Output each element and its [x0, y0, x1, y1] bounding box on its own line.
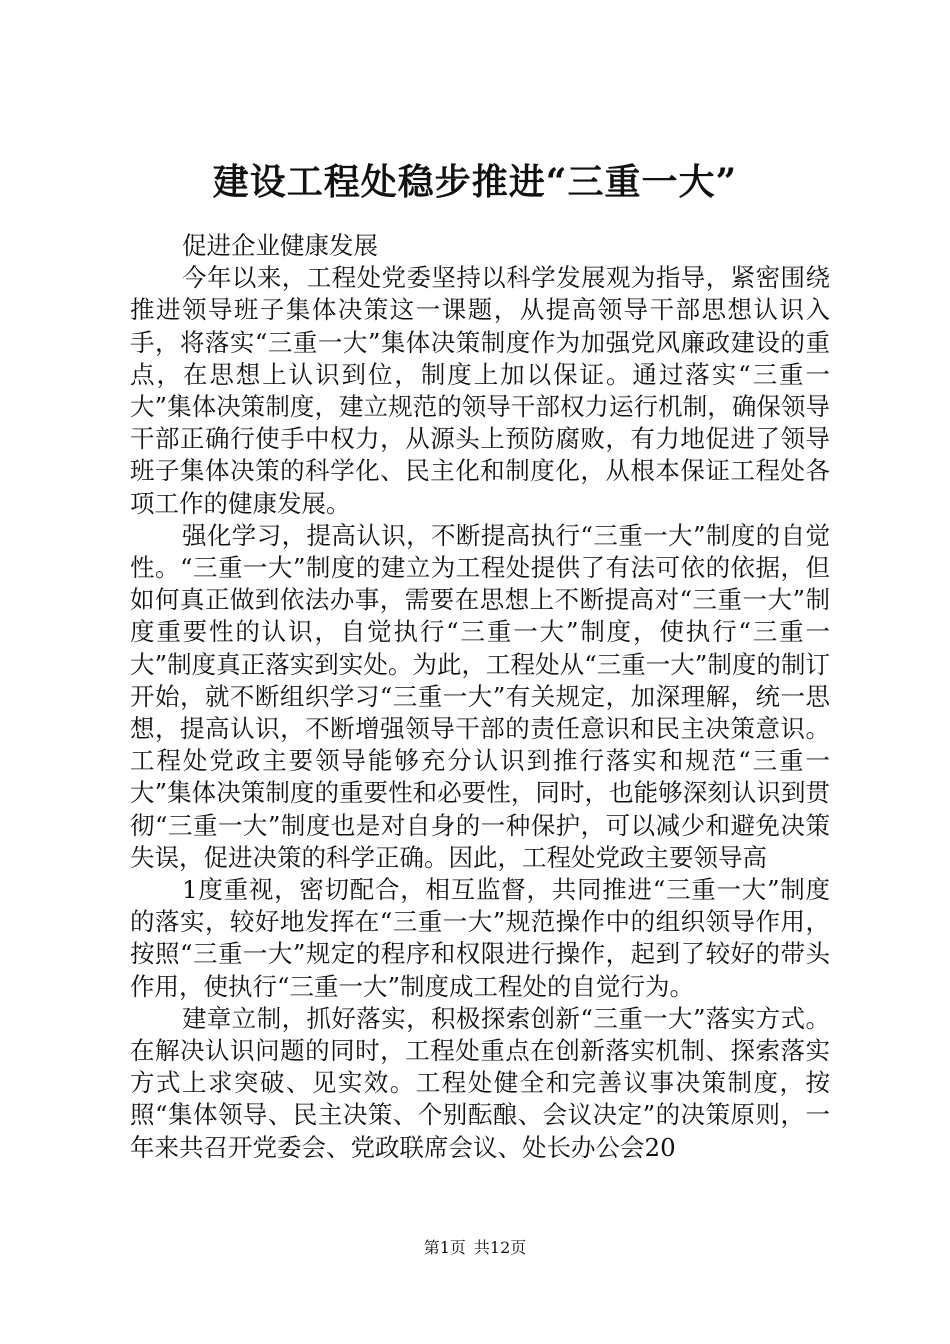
document-body — [130, 230, 830, 1164]
page-footer — [0, 1237, 950, 1259]
paragraph-subtitle: 促进企业健康发展 — [182, 231, 378, 260]
paragraph: 1度重视，密切配合，相互监督，共同推进“三重一大”制度的落实，较好地发挥在“三重一大”规范操作中的组织领导作用，按照“三重一大”规定的程序和权限进行操作，起到了较好的带头作用，使执行“三重一大”制度成工程处的自觉行为。 — [130, 875, 830, 1001]
paragraph: 强化学习，提高认识，不断提高执行“三重一大”制度的自觉性。“三重一大”制度的建立为工程处提供了有法可依的依据，但如何真正做到依法办事，需要在思想上不断提高对“三重一大”制度重要性的认识，自觉执行“三重一大”制度，使执行“三重一大”制度真正落实到实处。为此，工程处从“三重一大”制度的制订开始，就不断组织学习“三重一大”有关规定，加深理解，统一思想，提高认识，不断增强领导干部的责任意识和民主决策意识。工程处党政主要领导能够充分认识到推行落实和规范“三重一大”集体决策制度的重要性和必要性，同时，也能够深刻认识到贯彻“三重一大”制度也是对自身的一种保护，可以减少和避免决策失误，促进决策的科学正确。因此，工程处党政主要领导高 — [130, 520, 830, 872]
page-total: 共12页 — [473, 1238, 527, 1257]
document-title: 建设工程处稳步推进“三重一大” — [212, 161, 738, 203]
paragraph: 今年以来，工程处党委坚持以科学发展观为指导，紧密围绕推进领导班子集体决策这一课题，从提高领导干部思想认识入手，将落实“三重一大”集体决策制度作为加强党风廉政建设的重点，在思想上认识到位，制度上加以保证。通过落实“三重一大”集体决策制度，建立规范的领导干部权力运行机制，确保领导干部正确行使手中权力，从源头上预防腐败，有力地促进了领导班子集体决策的科学化、民主化和制度化，从根本保证工程处各项工作的健康发展。 — [130, 263, 830, 518]
paragraph: 建章立制，抓好落实，积极探索创新“三重一大”落实方式。在解决认识问题的同时，工程处重点在创新落实机制、探索落实方式上求突破、见实效。工程处健全和完善议事决策制度，按照“集体领导、民主决策、个别酝酿、会议决定”的决策原则，一年来共召开党委会、党政联席会议、处长办公会20 — [130, 1003, 830, 1162]
page-number: 第1页 — [423, 1238, 466, 1257]
